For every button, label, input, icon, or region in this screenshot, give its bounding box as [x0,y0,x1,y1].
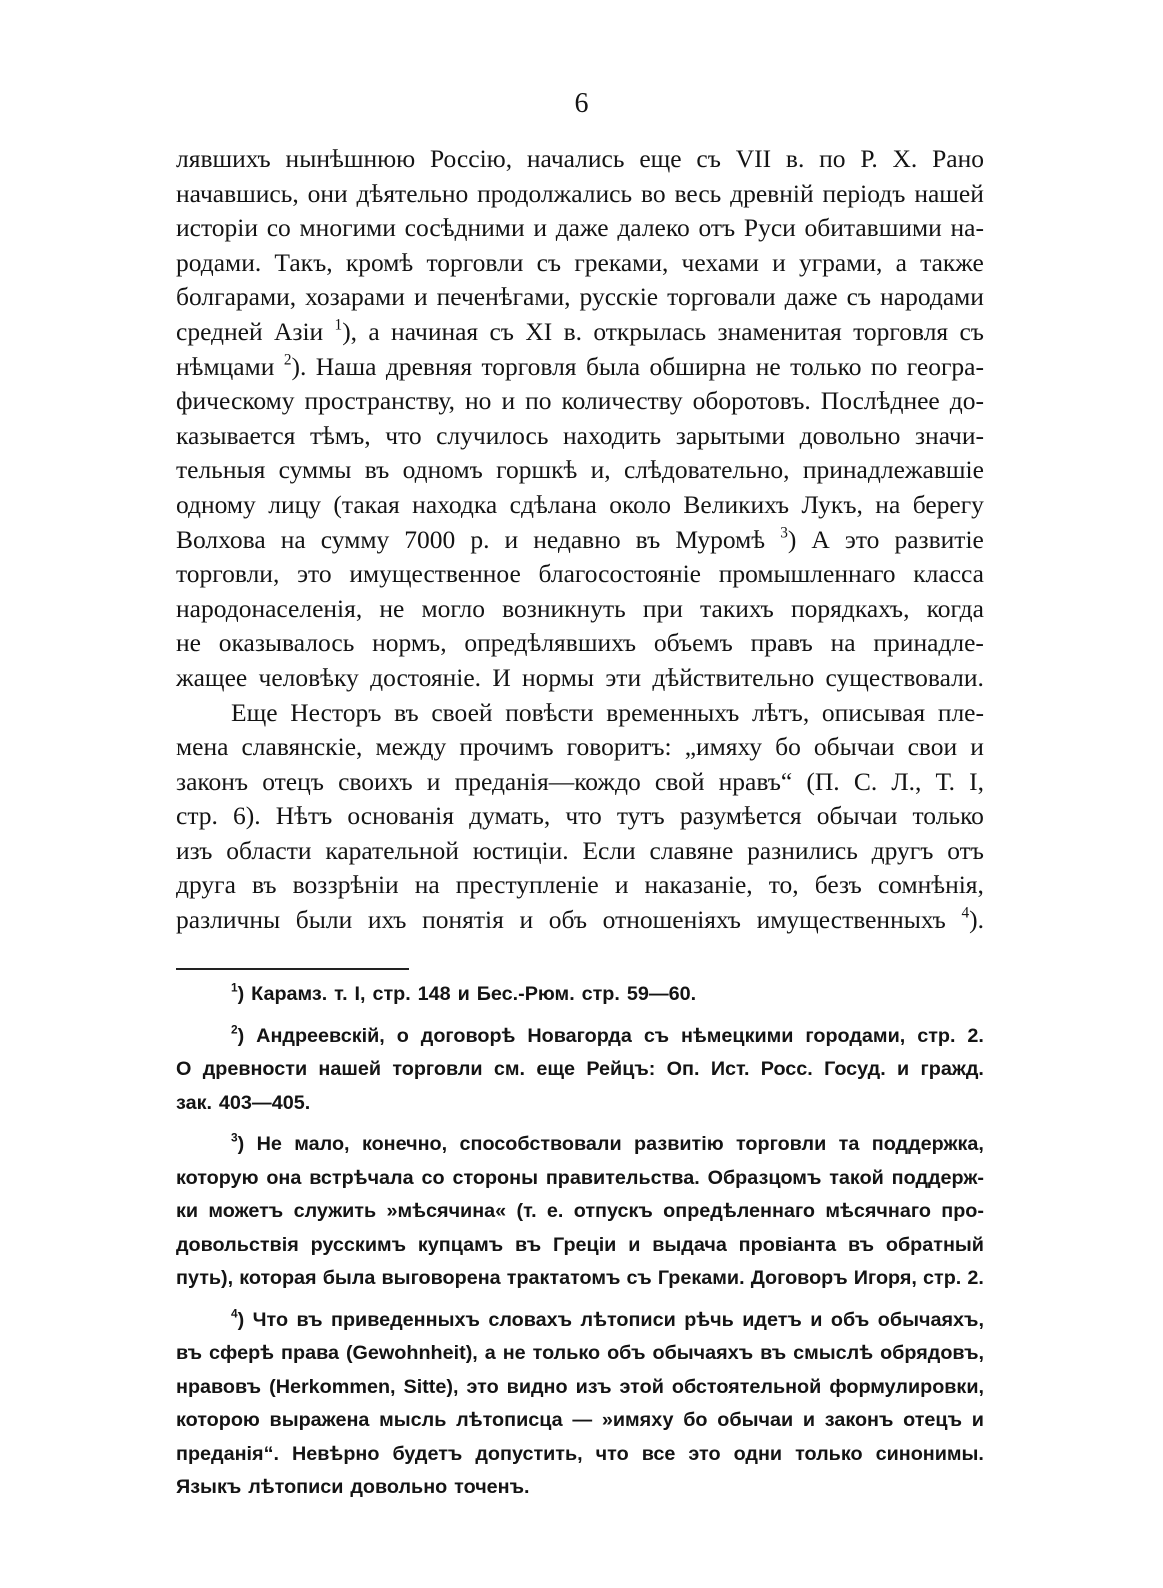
footnote-line: зак. 403—405. [176,1091,311,1114]
text-line: одному лицу (такая находка сдѣлана около Великихъ Лукъ, на берегу [176,489,984,519]
footnote-line: довольствія русскимъ купцамъ въ Греціи и выдача провіанта въ обратный [176,1233,984,1256]
text-line: мена славянскіе, между прочимъ говоритъ: „имяху бо обычаи свои и [176,732,984,762]
text-line: жащее человѣку достояніе. И нормы эти дѣйствительно существовали. [176,662,984,692]
text-line: изъ области карательной юстиціи. Если славяне разнились другъ отъ [176,835,984,865]
text-line: казывается тѣмъ, что случилось находить зарытыми довольно значи- [176,420,984,450]
footnote-line: преданія“. Невѣрно будетъ допустить, что все это одни только синонимы. [176,1442,984,1465]
text-line: народонаселенія, не могло возникнуть при такихъ порядкахъ, когда [176,593,984,623]
text-line: стр. 6). Нѣтъ основанія думать, что тутъ разумѣется обычаи только [176,801,984,831]
text-line: средней Азіи $^1$), а начиная съ XI в. открылась знаменитая торговля съ [176,316,984,346]
footnote-line: $^3$) Не мало, конечно, способствовали развитію торговли та поддержка, [231,1130,984,1155]
footnote-line: $^4$) Что въ приведенныхъ словахъ лѣтописи рѣчь идетъ и объ обычаяхъ, [231,1306,984,1331]
text-line: не оказывалось нормъ, опредѣлявшихъ объемъ правъ на принадле- [176,628,984,658]
text-line: Волхова на сумму 7000 р. и недавно въ Муромѣ $^3$) А это развитіе [176,523,984,554]
text-line: друга въ воззрѣніи на преступленіе и наказаніе, то, безъ сомнѣнія, [176,870,984,900]
footnote-line: $^2$) Андреевскій, о договорѣ Новагорда съ нѣмецкими городами, стр. 2. [231,1022,984,1047]
text-line: Еще Несторъ въ своей повѣсти временныхъ лѣтъ, описывая пле- [231,697,984,727]
text-line: болгарами, хозарами и печенѣгами, русскіе торговали даже съ народами [176,282,984,312]
text-line: торговли, это имущественное благосостояніе промышленнаго класса [176,559,984,589]
footnote-line: въ сферѣ права (Gewohnheit), а не только объ обычаяхъ въ смыслѣ обрядовъ, [176,1342,984,1364]
text-line: нѣмцами $^2$). Наша древняя торговля была обширна не только по геогра- [176,350,984,381]
text-line: тельныя суммы въ одномъ горшкѣ и, слѣдовательно, принадлежавшіе [176,455,984,485]
text-line: начавшись, они дѣятельно продолжались во весь древній періодъ нашей [176,178,984,208]
main-text [176,142,984,938]
text-line: исторіи со многими сосѣдними и даже далеко отъ Руси обитавшими на- [176,213,984,243]
footnote-line: Языкъ лѣтописи довольно точенъ. [176,1476,530,1498]
footnote-line: О древности нашей торговли см. еще Рейцъ: Оп. Ист. Росс. Госуд. и гражд. [176,1058,984,1080]
footnote-line: $^1$) Карамз. т. I, стр. 148 и Бес.-Рюм. стр. 59—60. [231,980,697,1005]
text-line: лявшихъ нынѣшнюю Россію, начались еще съ VII в. по Р. Х. Рано [176,144,984,173]
footnote-line: ки можетъ служить »мѣсячина« (т. е. отпускъ опредѣленнаго мѣсячнаго про- [176,1200,984,1222]
footnotes [176,978,984,1505]
footnote-line: которою выражена мысль лѣтописца — »имяху бо обычаи и законъ отецъ и [176,1409,984,1431]
text-line: законъ отецъ своихъ и преданія—кождо свой нравъ“ (П. С. Л., Т. I, [176,766,984,796]
footnote-line: нравовъ (Herkommen, Sitte), это видно изъ этой обстоятельной формулировки, [176,1375,984,1398]
footnote-line: путь), которая была выговорена трактатомъ съ Греками. Договоръ Игоря, стр. 2. [176,1267,984,1289]
footnote-divider [176,968,409,970]
text-line: родами. Такъ, кромѣ торговли съ греками, чехами и уграми, а также [176,247,984,277]
text-line: различны были ихъ понятія и объ отношеніяхъ имущественныхъ $^4$). [176,904,984,935]
text-line: фическому пространству, но и по количеству оборотовъ. Послѣднее до- [176,386,984,416]
footnote-line: которую она встрѣчала со стороны правительства. Образцомъ такой поддерж- [176,1166,984,1189]
page-number: 6 [574,88,589,119]
